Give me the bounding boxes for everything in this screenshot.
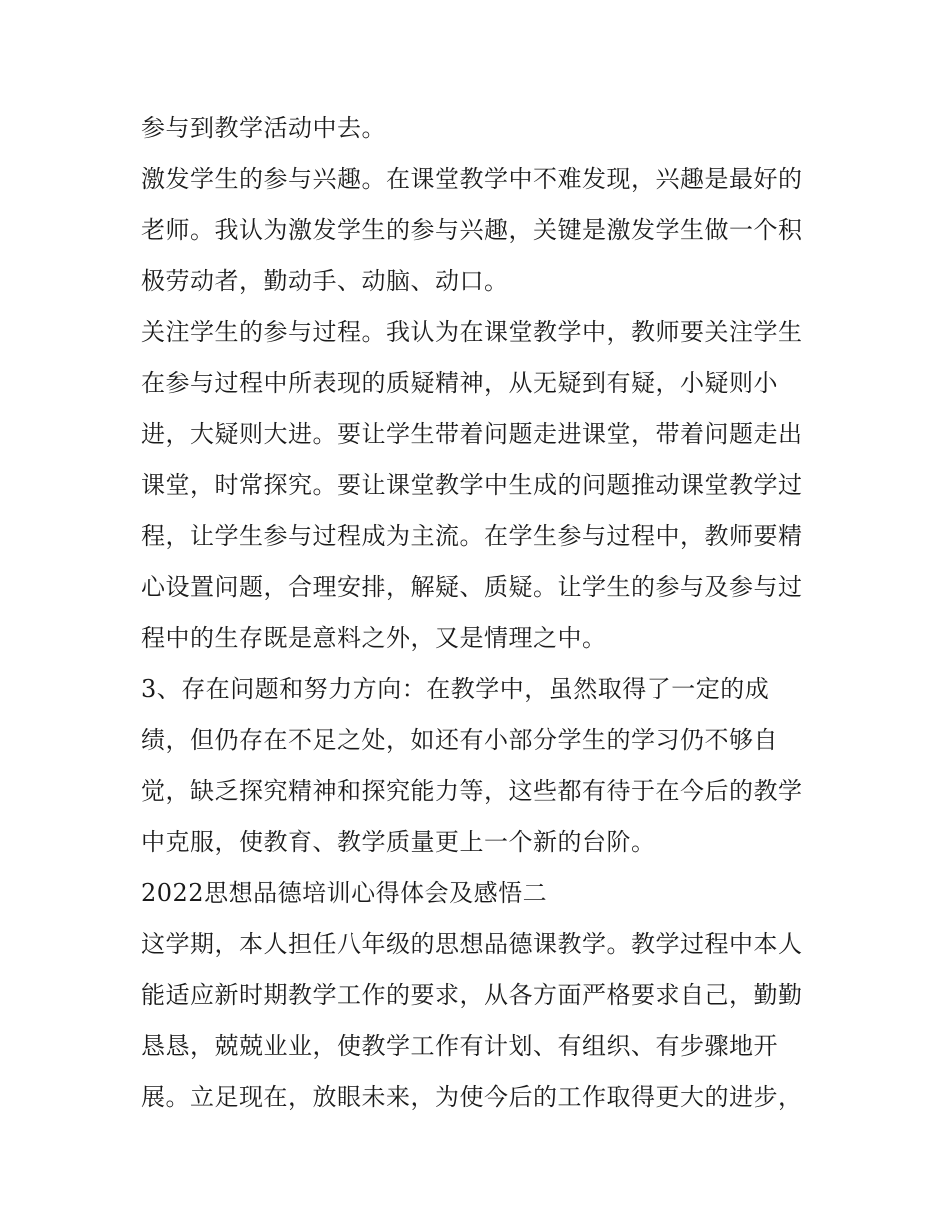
paragraph-line: 绩，但仍存在不足之处，如还有小部分学生的学习仍不够自 xyxy=(141,726,778,754)
paragraph-line: 中克服，使教育、教学质量更上一个新的台阶。 xyxy=(141,828,656,856)
paragraph-line: 心设置问题，合理安排，解疑、质疑。让学生的参与及参与过 xyxy=(141,573,803,601)
paragraph-line: 在参与过程中所表现的质疑精神，从无疑到有疑，小疑则小 xyxy=(141,369,778,397)
paragraph-line: 程中的生存既是意料之外，又是情理之中。 xyxy=(141,624,607,652)
paragraph-line: 激发学生的参与兴趣。在课堂教学中不难发现，兴趣是最好的 xyxy=(141,165,803,193)
section-heading: 2022思想品德培训心得体会及感悟二 xyxy=(141,879,548,907)
paragraph-line: 恳恳，兢兢业业，使教学工作有计划、有组织、有步骤地开 xyxy=(141,1032,778,1060)
paragraph-line: 能适应新时期教学工作的要求，从各方面严格要求自己，勤勤 xyxy=(141,981,803,1009)
paragraph-line: 老师。我认为激发学生的参与兴趣，关键是激发学生做一个积 xyxy=(141,216,803,244)
paragraph-line: 参与到教学活动中去。 xyxy=(141,114,386,142)
paragraph-line: 程，让学生参与过程成为主流。在学生参与过程中，教师要精 xyxy=(141,522,803,550)
paragraph-line: 极劳动者，勤动手、动脑、动口。 xyxy=(141,267,509,295)
paragraph-line: 觉，缺乏探究精神和探究能力等，这些都有待于在今后的教学 xyxy=(141,777,803,805)
paragraph-line: 这学期，本人担任八年级的思想品德课教学。教学过程中本人 xyxy=(141,930,803,958)
paragraph-line: 关注学生的参与过程。我认为在课堂教学中，教师要关注学生 xyxy=(141,318,803,346)
paragraph-line: 3、存在问题和努力方向：在教学中，虽然取得了一定的成 xyxy=(141,675,770,703)
paragraph-line: 进，大疑则大进。要让学生带着问题走进课堂，带着问题走出 xyxy=(141,420,803,448)
paragraph-line: 展。立足现在，放眼未来，为使今后的工作取得更大的进步， xyxy=(141,1083,803,1111)
paragraph-line: 课堂，时常探究。要让课堂教学中生成的问题推动课堂教学过 xyxy=(141,471,803,499)
